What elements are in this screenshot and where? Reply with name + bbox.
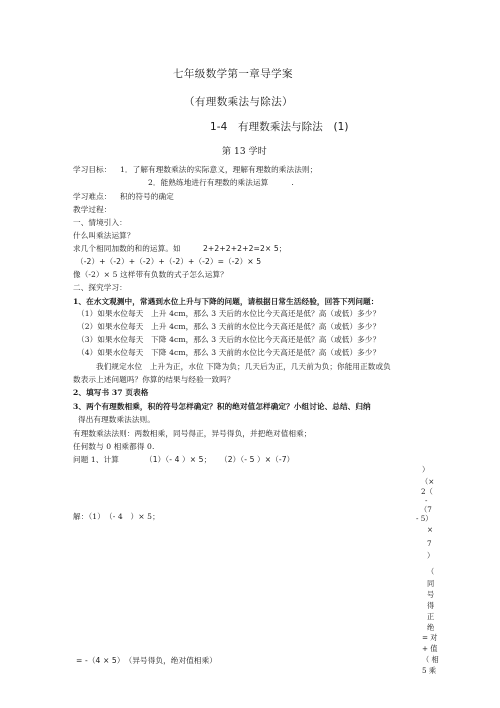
case-3: （3）如果水位每天 下降 4cm，那么 3 天后的水位比今天高还是低？高（或低）多少？	[77, 335, 381, 344]
process-heading: 教学过程：	[73, 205, 112, 214]
intro-question-2: 求几个相同加数的和的运算。如	[73, 244, 181, 253]
solution-label: 解：（1） （- 4 ）× 5；	[73, 512, 160, 521]
case-2: （2）如果水位每天 上升 4cm，那么 3 天前的水位比今天高还是低？高（或低）多少？	[77, 322, 381, 331]
difficulty-label: 学习难点：	[73, 192, 112, 201]
lesson-number: 第 13 学时	[222, 147, 267, 157]
right-col-i: ）	[427, 551, 435, 560]
zero-rule: 任何数与 0 相乘都得 0.	[73, 442, 155, 451]
sign-rule-line-1: 我们规定水位 上升为正，水位 下降为负；几天后为正，几天前为负；你能用正数或负	[96, 362, 391, 371]
explore-paragraph-3b: 得出有理数乘法法则。	[78, 415, 155, 424]
document-title: 七年级数学第一章导学案	[173, 68, 293, 80]
right-col-q: + 值	[422, 644, 438, 653]
right-col-e: （7	[420, 505, 432, 514]
intro-question-1: 什么叫乘法运算？	[73, 231, 135, 240]
multiplication-law: 有理数乘法法则：两数相乘，同号得正，异号得负，并把绝对值相乘；	[73, 429, 312, 438]
right-col-g: ×	[427, 525, 434, 534]
right-col-c: 2（	[421, 487, 433, 496]
right-col-j: （	[427, 567, 435, 576]
sign-rule-line-2: 数表示上述问题吗？你算的结果与经验一致吗？	[73, 375, 235, 384]
problem-expression-1: （1）（- 4 ）× 5；	[145, 455, 212, 464]
right-col-s: 5 乘	[422, 666, 437, 675]
intro-question-3: 像（-2）× 5 这样带有负数的式子怎么运算？	[73, 270, 228, 279]
explore-paragraph-1: 1、在水文观测中，常遇到水位上升与下降的问题，请根据日常生活经验，回答下列问题：	[73, 297, 379, 306]
right-col-m: 得	[427, 601, 435, 610]
right-col-f: - 5）	[416, 514, 433, 523]
right-col-h: 7	[427, 539, 432, 548]
goals-label: 学习目标：	[73, 165, 112, 174]
case-1: （1）如果水位每天 上升 4cm，那么 3 天后的水位比今天高还是低？高（或低）多少？	[77, 309, 381, 318]
problem-label: 问题 1、计算	[73, 455, 119, 464]
case-4: （4）如果水位每天 下降 4cm，那么 3 天前的水位比今天高还是低？高（或低）多少？	[77, 348, 381, 357]
document-subtitle: （有理数乘法与除法）	[184, 96, 293, 108]
intro-expression-1: 2+2+2+2+2=2× 5；	[203, 244, 287, 253]
explore-paragraph-3a: 3、两个有理数相乘，积的符号怎样确定？积的绝对值怎样确定？小组讨论、总结、归纳	[73, 402, 371, 411]
right-col-l: 号	[427, 590, 435, 599]
right-col-p: = 对	[422, 633, 438, 642]
goal-item-2: 2．能熟练地进行有理数的乘法运算 .	[148, 178, 294, 187]
difficulty-text: 积的符号的确定	[120, 192, 174, 201]
right-col-o: 绝	[427, 623, 435, 632]
right-col-r: （ 相	[422, 655, 439, 664]
solution-last-line: = -（4 × 5） （异号得负，绝对值相乘）	[76, 656, 217, 665]
right-col-b: （×	[421, 477, 435, 486]
explore-heading: 二、探究学习：	[73, 283, 127, 292]
problem-expression-2: （2）（- 5 ）×（-7）	[220, 455, 295, 464]
explore-paragraph-2: 2、填写书 37 页表格	[73, 388, 149, 397]
right-col-d: -	[425, 496, 428, 505]
intro-expression-2: （-2）+（-2）+（-2）+（-2）+（-2）=（-2）× 5	[76, 257, 262, 266]
goal-item-1: 1．了解有理数乘法的实际意义，理解有理数的乘法法则；	[120, 165, 318, 174]
section-heading: 1-4 有理数乘法与除法 (1)	[210, 121, 349, 133]
right-col-a: ）	[422, 465, 430, 474]
right-col-k: 同	[427, 579, 435, 588]
right-col-n: 正	[427, 612, 435, 621]
intro-heading: 一、情境引入：	[73, 218, 127, 227]
